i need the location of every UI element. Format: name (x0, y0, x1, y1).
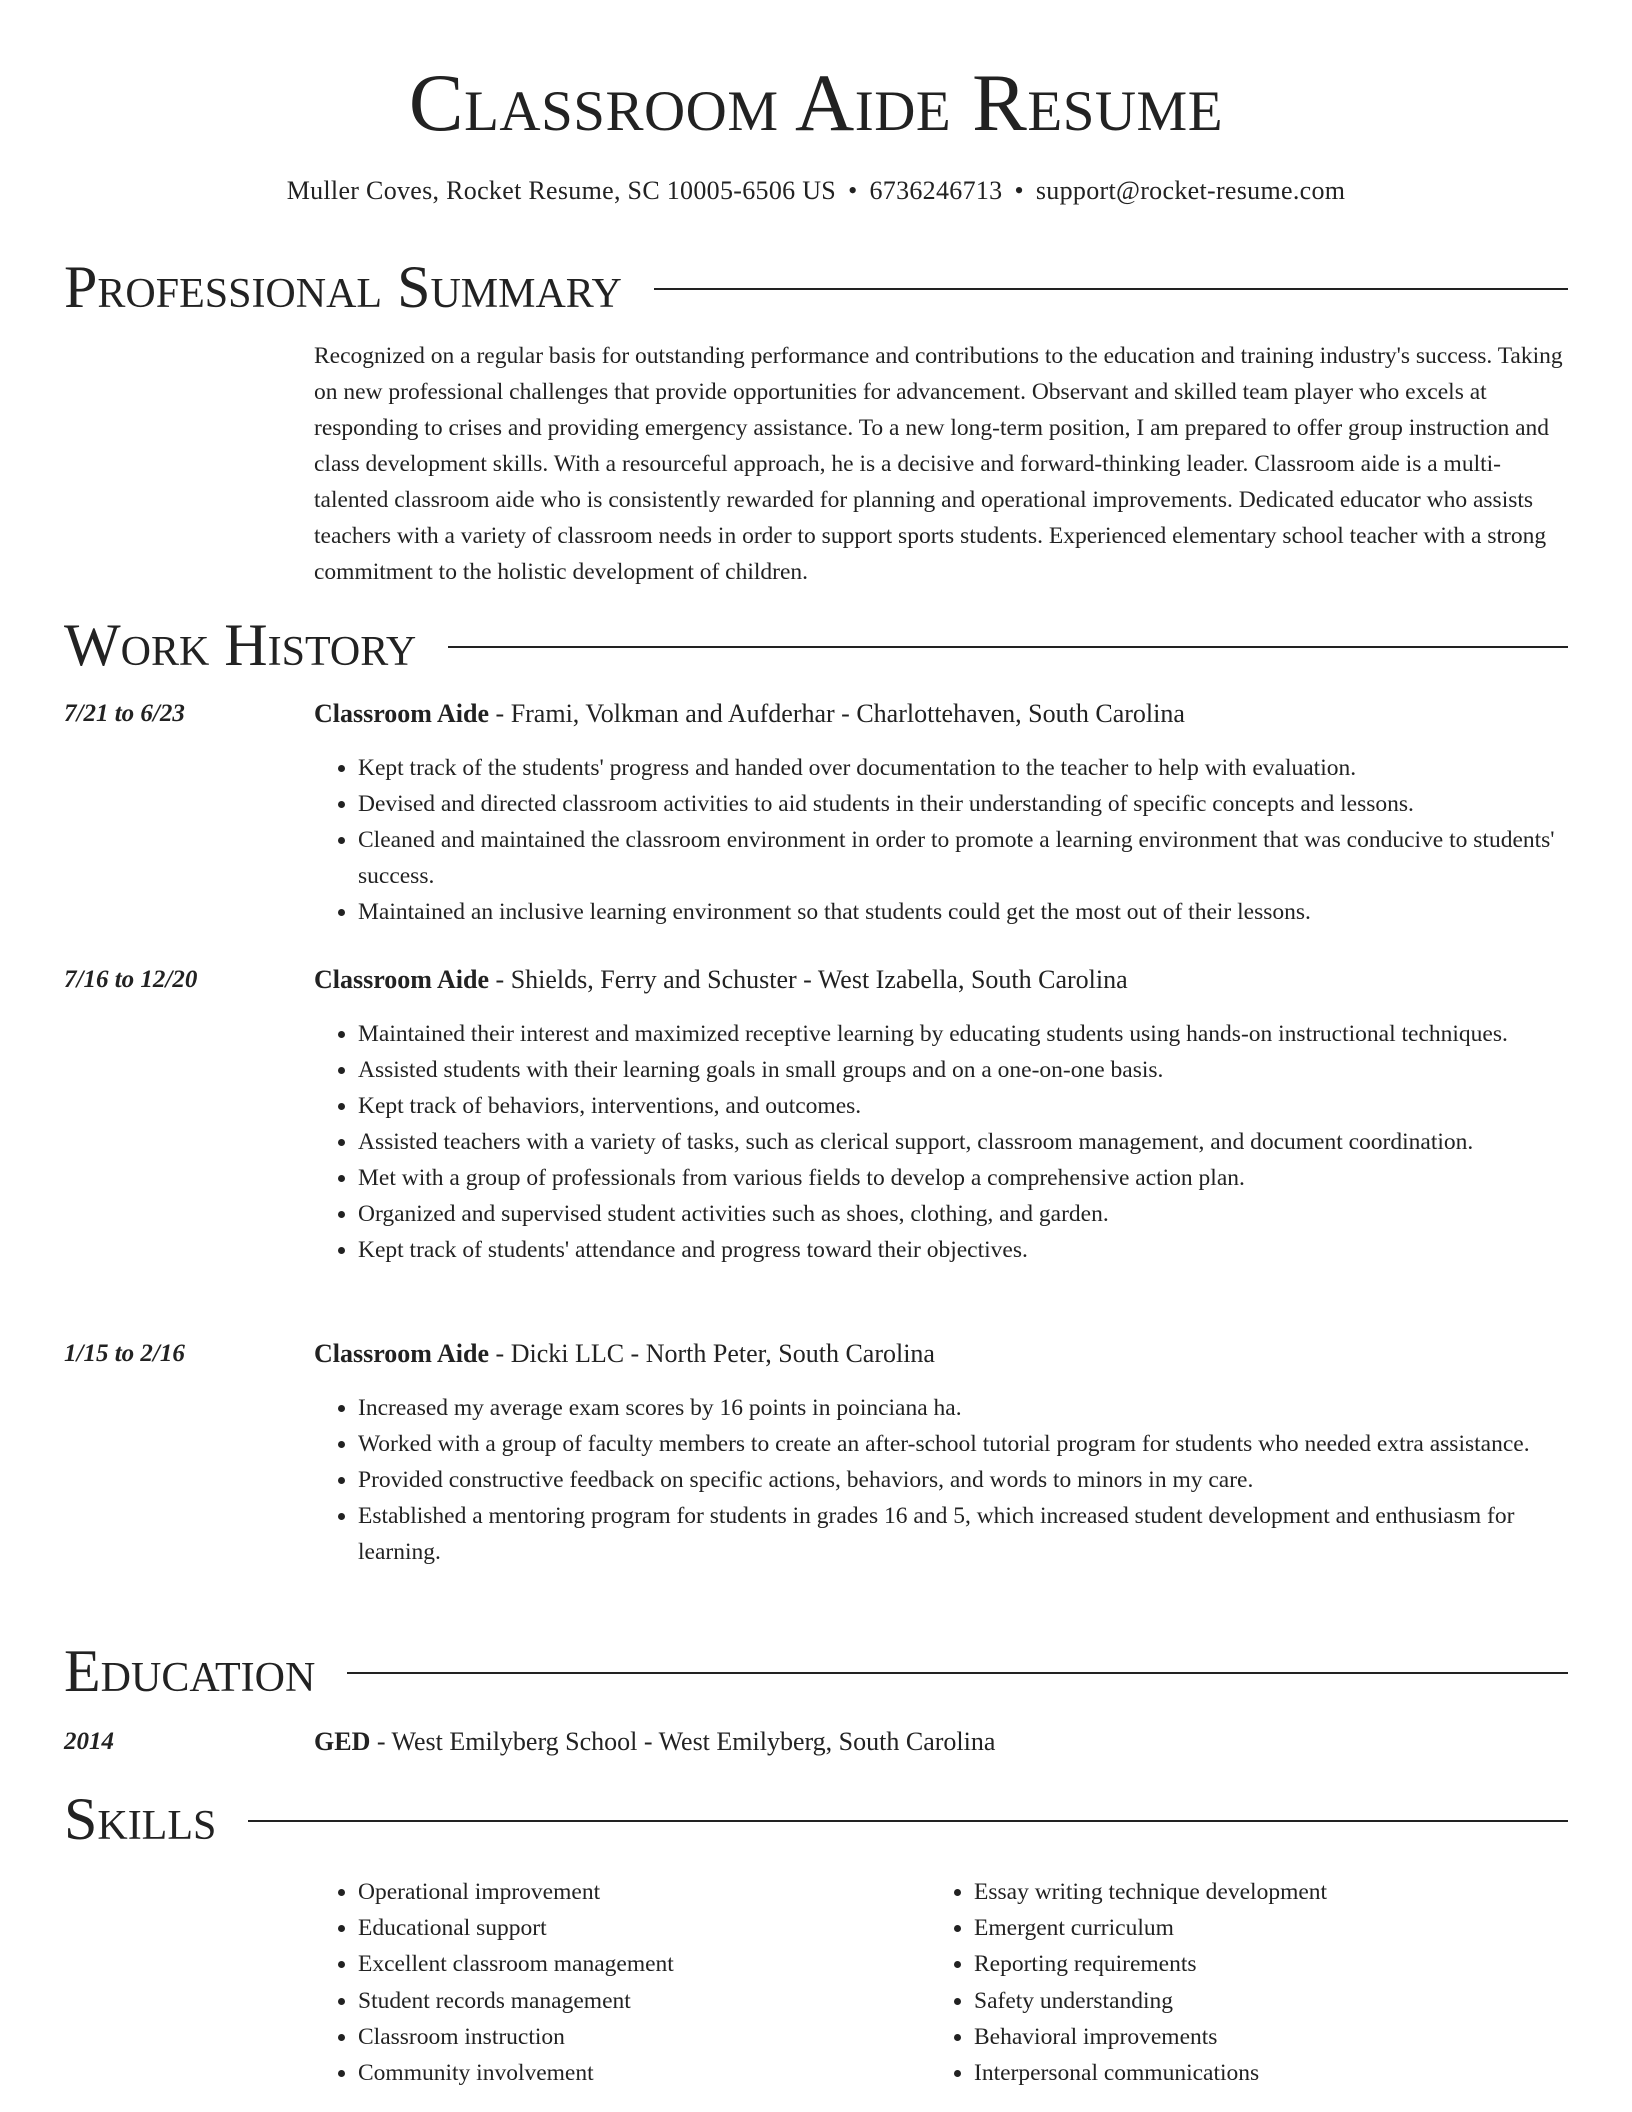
job-date: 1/15 to 2/16 (64, 1340, 185, 1367)
contact-line (0, 174, 1632, 208)
skill-item: • Emergent curriculum (974, 1910, 1570, 1946)
contact-address: Muller Coves, Rocket Resume, SC 10005-6506 US (286, 176, 837, 205)
skill-item: • Student records management (358, 1983, 914, 2019)
skill-item: • Safety understanding (974, 1983, 1570, 2019)
section-heading: Professional Summary (64, 254, 622, 320)
education-degree: GED (314, 1727, 371, 1756)
section-summary-header (64, 252, 1568, 322)
section-heading: Skills (64, 1786, 217, 1852)
list-item: • Established a mentoring program for students in grades 16 and 5, which increased student development and enthusiasm for learning. (358, 1498, 1568, 1570)
skill-item: • Educational support (358, 1910, 914, 1946)
list-item: • Cleaned and maintained the classroom environment in order to promote a learning environment that was conducive to students' success. (358, 822, 1568, 894)
job-title: Classroom Aide (314, 1339, 490, 1368)
skill-item: • Reporting requirements (974, 1946, 1570, 1982)
job-heading (314, 696, 1568, 732)
list-item: • Maintained an inclusive learning environment so that students could get the most out of their lessons. (358, 894, 1568, 930)
skills-list-right (930, 1874, 1570, 2091)
skill-item: • Essay writing technique development (974, 1874, 1570, 1910)
section-heading: Work History (64, 612, 417, 678)
education-school: - West Emilyberg School - West Emilyberg, South Carolina (370, 1727, 996, 1756)
skill-item: • Classroom instruction (358, 2019, 914, 2055)
skill-item: • Behavioral improvements (974, 2019, 1570, 2055)
skill-item: • Excellent classroom management (358, 1946, 914, 1982)
job-date: 7/16 to 12/20 (64, 966, 198, 993)
list-item: • Met with a group of professionals from various fields to develop a comprehensive action plan. (358, 1160, 1568, 1196)
list-item: • Devised and directed classroom activities to aid students in their understanding of specific concepts and lessons. (358, 786, 1568, 822)
skill-item: • Operational improvement (358, 1874, 914, 1910)
education-date: 2014 (64, 1728, 114, 1755)
section-divider (448, 646, 1568, 648)
section-divider (347, 1672, 1568, 1674)
job-employer: - Dicki LLC - North Peter, South Carolina (489, 1339, 935, 1368)
section-education-header (64, 1636, 1568, 1706)
section-work-header (64, 610, 1568, 680)
list-item: • Worked with a group of faculty members to create an after-school tutorial program for students who needed extra assistance. (358, 1426, 1568, 1462)
list-item: • Increased my average exam scores by 16 points in poinciana ha. (358, 1390, 1568, 1426)
job-title: Classroom Aide (314, 699, 490, 728)
contact-phone: 6736246713 (869, 176, 1003, 205)
job-employer: - Shields, Ferry and Schuster - West Izabella, South Carolina (489, 965, 1128, 994)
education-heading (314, 1724, 1568, 1760)
list-item: • Provided constructive feedback on specific actions, behaviors, and words to minors in my care. (358, 1462, 1568, 1498)
list-item: • Kept track of students' attendance and progress toward their objectives. (358, 1232, 1568, 1268)
contact-separator: • (1014, 176, 1024, 205)
job-bullets (314, 750, 1568, 930)
summary-text: Recognized on a regular basis for outstanding performance and contributions to the education and training industry's success. Taking on new professional challenges that provide opportunities for advancement. Observant and skilled team player who excels at responding to crises and providing emergency assistance. To a new long-term position, I am prepared to offer group instruction and class development skills. With a resourceful approach, he is a decisive and forward-thinking leader. Classroom aide is a multi-talented classroom aide who is consistently rewarded for planning and operational improvements. Dedicated educator who assists teachers with a variety of classroom needs in order to support sports students. Experienced elementary school teacher with a strong commitment to the holistic development of children. (314, 343, 1563, 585)
section-heading: Education (64, 1638, 316, 1704)
list-item: • Organized and supervised student activities such as shoes, clothing, and garden. (358, 1196, 1568, 1232)
contact-separator: • (848, 176, 858, 205)
list-item: • Kept track of the students' progress and handed over documentation to the teacher to help with evaluation. (358, 750, 1568, 786)
resume-title: Classroom Aide Resume (408, 57, 1224, 148)
section-divider (248, 1820, 1568, 1822)
list-item: • Assisted students with their learning goals in small groups and on a one-on-one basis. (358, 1052, 1568, 1088)
list-item: • Kept track of behaviors, interventions, and outcomes. (358, 1088, 1568, 1124)
section-skills-header (64, 1784, 1568, 1854)
job-title: Classroom Aide (314, 965, 490, 994)
section-divider (654, 288, 1568, 290)
list-item: • Maintained their interest and maximized receptive learning by educating students using hands-on instructional techniques. (358, 1016, 1568, 1052)
skills-list-left (314, 1874, 914, 2091)
job-heading (314, 962, 1568, 998)
list-item: • Assisted teachers with a variety of tasks, such as clerical support, classroom management, and document coordination. (358, 1124, 1568, 1160)
contact-email[interactable]: support@rocket-resume.com (1035, 176, 1346, 205)
job-bullets (314, 1390, 1568, 1570)
skill-item: • Interpersonal communications (974, 2055, 1570, 2091)
job-heading (314, 1336, 1568, 1372)
job-employer: - Frami, Volkman and Aufderhar - Charlottehaven, South Carolina (489, 699, 1185, 728)
job-bullets (314, 1016, 1568, 1268)
skill-item: • Community involvement (358, 2055, 914, 2091)
job-date: 7/21 to 6/23 (64, 700, 185, 727)
